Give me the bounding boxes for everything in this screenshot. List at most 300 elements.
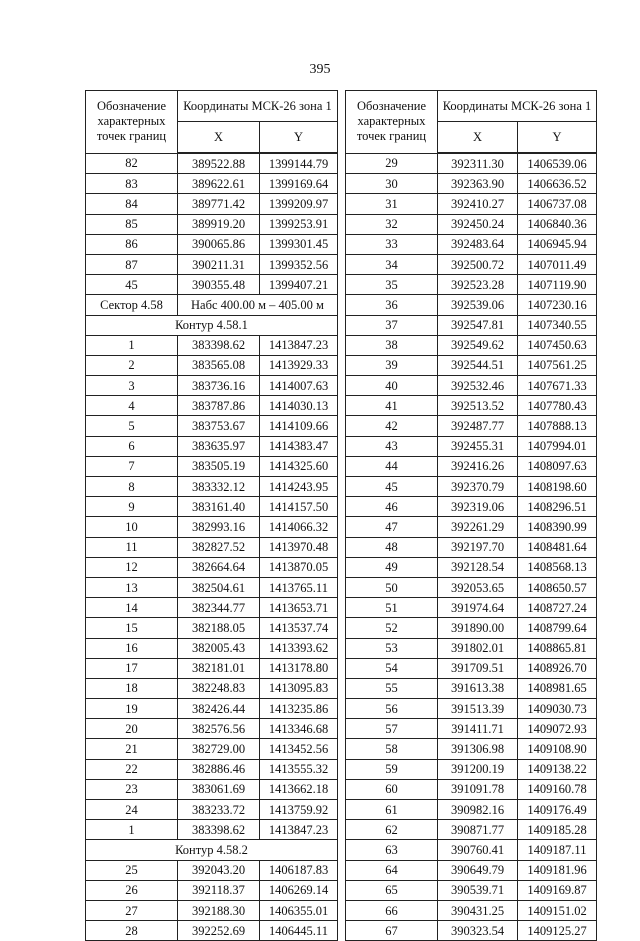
- coord-x: 392487.77: [438, 416, 518, 436]
- coord-x: 392118.37: [178, 880, 260, 900]
- point-id: 18: [86, 678, 178, 698]
- point-id: 43: [346, 436, 438, 456]
- table-row: [86, 860, 338, 880]
- coord-y: 1407340.55: [518, 315, 597, 335]
- coord-y: 1413970.48: [260, 537, 338, 557]
- coord-x: 383505.19: [178, 456, 260, 476]
- table-row: [346, 254, 597, 274]
- coord-x: 382827.52: [178, 537, 260, 557]
- point-id: 86: [86, 234, 178, 254]
- table-row: [346, 194, 597, 214]
- coord-x: 382729.00: [178, 739, 260, 759]
- table-row: [86, 921, 338, 941]
- coord-y: 1399407.21: [260, 275, 338, 295]
- coord-y: 1413235.86: [260, 699, 338, 719]
- coord-y: 1406269.14: [260, 880, 338, 900]
- table-row: [346, 436, 597, 456]
- coord-x: 383635.97: [178, 436, 260, 456]
- point-id: 46: [346, 497, 438, 517]
- table-row: [346, 779, 597, 799]
- coord-y: 1409181.96: [518, 860, 597, 880]
- table-row: [86, 820, 338, 840]
- table-row: [346, 800, 597, 820]
- table-row: [86, 537, 338, 557]
- point-id: 15: [86, 618, 178, 638]
- table-row: [346, 537, 597, 557]
- point-id: 45: [86, 275, 178, 295]
- table-row: [346, 214, 597, 234]
- table-row: [346, 598, 597, 618]
- table-row: [86, 275, 338, 295]
- coord-x: 383753.67: [178, 416, 260, 436]
- table-row: [346, 921, 597, 941]
- point-id: 22: [86, 759, 178, 779]
- point-id: 34: [346, 254, 438, 274]
- coord-y: 1409125.27: [518, 921, 597, 941]
- point-id: 42: [346, 416, 438, 436]
- point-id: 56: [346, 699, 438, 719]
- point-id: 14: [86, 598, 178, 618]
- coord-y: 1409138.22: [518, 759, 597, 779]
- coord-x: 383398.62: [178, 335, 260, 355]
- coord-x: 390211.31: [178, 254, 260, 274]
- coord-x: 382576.56: [178, 719, 260, 739]
- coord-x: 391306.98: [438, 739, 518, 759]
- table-row: [86, 335, 338, 355]
- coord-y: 1414066.32: [260, 517, 338, 537]
- coord-x: 392455.31: [438, 436, 518, 456]
- coord-y: 1409030.73: [518, 699, 597, 719]
- point-id: 49: [346, 557, 438, 577]
- point-id: 35: [346, 275, 438, 295]
- coord-x: 391802.01: [438, 638, 518, 658]
- coord-x: 392513.52: [438, 396, 518, 416]
- table-row: [86, 900, 338, 920]
- coord-y: 1408727.24: [518, 598, 597, 618]
- coord-x: 392523.28: [438, 275, 518, 295]
- coord-y: 1408481.64: [518, 537, 597, 557]
- coord-y: 1407119.90: [518, 275, 597, 295]
- header-designation: Обозначение характерных точек границ: [346, 91, 438, 154]
- coord-x: 382504.61: [178, 577, 260, 597]
- point-id: 3: [86, 376, 178, 396]
- point-id: 60: [346, 779, 438, 799]
- point-id: 53: [346, 638, 438, 658]
- table-row: [86, 779, 338, 799]
- coord-x: 390431.25: [438, 900, 518, 920]
- coord-x: 382005.43: [178, 638, 260, 658]
- point-id: 32: [346, 214, 438, 234]
- coord-x: 383565.08: [178, 355, 260, 375]
- coord-x: 391974.64: [438, 598, 518, 618]
- coord-y: 1408296.51: [518, 497, 597, 517]
- coord-x: 391890.00: [438, 618, 518, 638]
- point-id: 57: [346, 719, 438, 739]
- point-id: 47: [346, 517, 438, 537]
- table-row: [346, 900, 597, 920]
- table-row: [86, 557, 338, 577]
- coord-x: 392252.69: [178, 921, 260, 941]
- point-id: 64: [346, 860, 438, 880]
- table-row: [346, 355, 597, 375]
- coord-x: 383398.62: [178, 820, 260, 840]
- coord-y: 1414383.47: [260, 436, 338, 456]
- coord-x: 382181.01: [178, 658, 260, 678]
- coord-y: 1399253.91: [260, 214, 338, 234]
- coord-y: 1408650.57: [518, 577, 597, 597]
- coord-x: 382664.64: [178, 557, 260, 577]
- coord-y: 1408568.13: [518, 557, 597, 577]
- table-row: [346, 557, 597, 577]
- coord-x: 389622.61: [178, 174, 260, 194]
- coord-y: 1407994.01: [518, 436, 597, 456]
- point-id: 38: [346, 335, 438, 355]
- point-id: 9: [86, 497, 178, 517]
- point-id: 65: [346, 880, 438, 900]
- coord-y: 1409187.11: [518, 840, 597, 860]
- point-id: 27: [86, 900, 178, 920]
- table-row: [86, 355, 338, 375]
- coord-x: 392532.46: [438, 376, 518, 396]
- coord-x: 392370.79: [438, 477, 518, 497]
- header-x: X: [438, 122, 518, 154]
- coord-x: 391200.19: [438, 759, 518, 779]
- coord-y: 1408097.63: [518, 456, 597, 476]
- coord-y: 1399301.45: [260, 234, 338, 254]
- coord-x: 383161.40: [178, 497, 260, 517]
- coord-x: 392363.90: [438, 174, 518, 194]
- point-id: 39: [346, 355, 438, 375]
- coord-x: 392319.06: [438, 497, 518, 517]
- point-id: 5: [86, 416, 178, 436]
- coord-x: 382188.05: [178, 618, 260, 638]
- coord-x: 392043.20: [178, 860, 260, 880]
- table-row: [346, 719, 597, 739]
- point-id: 1: [86, 820, 178, 840]
- coord-x: 392416.26: [438, 456, 518, 476]
- coord-y: 1407450.63: [518, 335, 597, 355]
- point-id: 7: [86, 456, 178, 476]
- coord-x: 390355.48: [178, 275, 260, 295]
- sector-label: Сектор 4.58: [86, 295, 178, 315]
- sector-row: [86, 295, 338, 315]
- coord-y: 1413653.71: [260, 598, 338, 618]
- coord-y: 1399209.97: [260, 194, 338, 214]
- coord-x: 391091.78: [438, 779, 518, 799]
- coord-x: 390649.79: [438, 860, 518, 880]
- coord-x: 392053.65: [438, 577, 518, 597]
- table-row: [86, 376, 338, 396]
- coordinates-table-left: [85, 90, 338, 941]
- coord-x: 383787.86: [178, 396, 260, 416]
- point-id: 63: [346, 840, 438, 860]
- coord-x: 392549.62: [438, 335, 518, 355]
- coord-y: 1409185.28: [518, 820, 597, 840]
- table-row: [86, 517, 338, 537]
- coord-x: 382248.83: [178, 678, 260, 698]
- table-row: [86, 234, 338, 254]
- table-row: [86, 174, 338, 194]
- coord-x: 389919.20: [178, 214, 260, 234]
- coord-x: 383233.72: [178, 800, 260, 820]
- table-row: [86, 254, 338, 274]
- coord-x: 390982.16: [438, 800, 518, 820]
- table-row: [346, 658, 597, 678]
- point-id: 41: [346, 396, 438, 416]
- table-row: [86, 436, 338, 456]
- point-id: 62: [346, 820, 438, 840]
- coord-y: 1413178.80: [260, 658, 338, 678]
- header-coord-group: Координаты МСК-26 зона 1: [438, 91, 597, 122]
- table-row: [86, 719, 338, 739]
- point-id: 4: [86, 396, 178, 416]
- coord-y: 1409160.78: [518, 779, 597, 799]
- point-id: 8: [86, 477, 178, 497]
- table-row: [346, 456, 597, 476]
- coord-x: 392544.51: [438, 355, 518, 375]
- coord-y: 1409072.93: [518, 719, 597, 739]
- contour-row: [86, 315, 338, 335]
- table-row: [86, 598, 338, 618]
- table-row: [346, 497, 597, 517]
- coord-x: 383736.16: [178, 376, 260, 396]
- point-id: 48: [346, 537, 438, 557]
- table-row: [86, 880, 338, 900]
- table-row: [86, 456, 338, 476]
- coord-y: 1414109.66: [260, 416, 338, 436]
- coord-x: 392197.70: [438, 537, 518, 557]
- coord-x: 391411.71: [438, 719, 518, 739]
- coord-y: 1407888.13: [518, 416, 597, 436]
- coord-x: 390065.86: [178, 234, 260, 254]
- coord-y: 1408390.99: [518, 517, 597, 537]
- point-id: 1: [86, 335, 178, 355]
- coord-y: 1413765.11: [260, 577, 338, 597]
- coord-x: 392450.24: [438, 214, 518, 234]
- point-id: 11: [86, 537, 178, 557]
- coord-x: 392128.54: [438, 557, 518, 577]
- coord-y: 1409151.02: [518, 900, 597, 920]
- table-row: [346, 335, 597, 355]
- table-row: [86, 739, 338, 759]
- coord-y: 1413870.05: [260, 557, 338, 577]
- point-id: 50: [346, 577, 438, 597]
- table-row: [346, 153, 597, 174]
- point-id: 31: [346, 194, 438, 214]
- coord-y: 1413662.18: [260, 779, 338, 799]
- table-row: [346, 699, 597, 719]
- coord-x: 391513.39: [438, 699, 518, 719]
- table-row: [86, 477, 338, 497]
- point-id: 17: [86, 658, 178, 678]
- coord-x: 383061.69: [178, 779, 260, 799]
- point-id: 36: [346, 295, 438, 315]
- coord-x: 392410.27: [438, 194, 518, 214]
- point-id: 55: [346, 678, 438, 698]
- table-row: [86, 759, 338, 779]
- coord-y: 1409108.90: [518, 739, 597, 759]
- coord-x: 392311.30: [438, 153, 518, 174]
- coord-y: 1407230.16: [518, 295, 597, 315]
- table-row: [86, 214, 338, 234]
- table-row: [86, 618, 338, 638]
- table-row: [346, 840, 597, 860]
- point-id: 85: [86, 214, 178, 234]
- coord-y: 1407671.33: [518, 376, 597, 396]
- coord-y: 1406355.01: [260, 900, 338, 920]
- coord-y: 1406636.52: [518, 174, 597, 194]
- table-row: [346, 234, 597, 254]
- coord-x: 390871.77: [438, 820, 518, 840]
- coord-y: 1413847.23: [260, 335, 338, 355]
- contour-row: [86, 840, 338, 860]
- point-id: 59: [346, 759, 438, 779]
- table-row: [86, 396, 338, 416]
- table-row: [86, 800, 338, 820]
- coord-y: 1408926.70: [518, 658, 597, 678]
- coord-y: 1409169.87: [518, 880, 597, 900]
- point-id: 23: [86, 779, 178, 799]
- point-id: 82: [86, 153, 178, 174]
- coord-x: 389522.88: [178, 153, 260, 174]
- coord-y: 1407780.43: [518, 396, 597, 416]
- table-row: [346, 678, 597, 698]
- table-row: [86, 194, 338, 214]
- coord-y: 1414243.95: [260, 477, 338, 497]
- table-row: [346, 880, 597, 900]
- coord-x: 392261.29: [438, 517, 518, 537]
- coord-x: 382426.44: [178, 699, 260, 719]
- table-row: [346, 315, 597, 335]
- point-id: 16: [86, 638, 178, 658]
- table-row: [86, 638, 338, 658]
- point-id: 54: [346, 658, 438, 678]
- coord-y: 1409176.49: [518, 800, 597, 820]
- coord-x: 392500.72: [438, 254, 518, 274]
- coord-y: 1413393.62: [260, 638, 338, 658]
- coord-y: 1413929.33: [260, 355, 338, 375]
- table-row: [346, 416, 597, 436]
- table-row: [346, 477, 597, 497]
- table-row: [86, 153, 338, 174]
- contour-label: Контур 4.58.1: [86, 315, 338, 335]
- point-id: 25: [86, 860, 178, 880]
- header-coord-group: Координаты МСК-26 зона 1: [178, 91, 338, 122]
- coord-x: 383332.12: [178, 477, 260, 497]
- point-id: 20: [86, 719, 178, 739]
- table-row: [86, 416, 338, 436]
- table-row: [346, 638, 597, 658]
- point-id: 37: [346, 315, 438, 335]
- coord-y: 1413537.74: [260, 618, 338, 638]
- table-row: [346, 618, 597, 638]
- point-id: 12: [86, 557, 178, 577]
- coord-x: 391709.51: [438, 658, 518, 678]
- coord-y: 1399169.64: [260, 174, 338, 194]
- coord-y: 1408198.60: [518, 477, 597, 497]
- table-row: [346, 517, 597, 537]
- coordinates-table-right: [345, 90, 597, 941]
- coord-x: 392188.30: [178, 900, 260, 920]
- coord-x: 392539.06: [438, 295, 518, 315]
- coord-y: 1399144.79: [260, 153, 338, 174]
- coord-y: 1399352.56: [260, 254, 338, 274]
- coord-y: 1413555.32: [260, 759, 338, 779]
- point-id: 19: [86, 699, 178, 719]
- coord-x: 392547.81: [438, 315, 518, 335]
- header-y: Y: [260, 122, 338, 154]
- point-id: 67: [346, 921, 438, 941]
- coord-y: 1408981.65: [518, 678, 597, 698]
- header-designation: Обозначение характерных точек границ: [86, 91, 178, 154]
- table-row: [346, 396, 597, 416]
- coord-y: 1406840.36: [518, 214, 597, 234]
- point-id: 45: [346, 477, 438, 497]
- coord-x: 392483.64: [438, 234, 518, 254]
- point-id: 51: [346, 598, 438, 618]
- point-id: 58: [346, 739, 438, 759]
- point-id: 29: [346, 153, 438, 174]
- point-id: 26: [86, 880, 178, 900]
- table-row: [346, 739, 597, 759]
- point-id: 2: [86, 355, 178, 375]
- point-id: 87: [86, 254, 178, 274]
- point-id: 28: [86, 921, 178, 941]
- header-x: X: [178, 122, 260, 154]
- coord-y: 1408799.64: [518, 618, 597, 638]
- table-row: [86, 678, 338, 698]
- coord-x: 390323.54: [438, 921, 518, 941]
- table-row: [346, 275, 597, 295]
- coord-y: 1413759.92: [260, 800, 338, 820]
- coord-y: 1407011.49: [518, 254, 597, 274]
- contour-label: Контур 4.58.2: [86, 840, 338, 860]
- coord-y: 1413847.23: [260, 820, 338, 840]
- point-id: 10: [86, 517, 178, 537]
- point-id: 44: [346, 456, 438, 476]
- coord-y: 1413095.83: [260, 678, 338, 698]
- point-id: 24: [86, 800, 178, 820]
- point-id: 66: [346, 900, 438, 920]
- coord-x: 382344.77: [178, 598, 260, 618]
- page-number: 395: [309, 62, 331, 77]
- header-y: Y: [518, 122, 597, 154]
- table-row: [86, 497, 338, 517]
- coord-x: 390539.71: [438, 880, 518, 900]
- sector-elevation: Набс 400.00 м – 405.00 м: [178, 295, 338, 315]
- point-id: 52: [346, 618, 438, 638]
- coord-y: 1406945.94: [518, 234, 597, 254]
- table-row: [346, 759, 597, 779]
- coord-y: 1406737.08: [518, 194, 597, 214]
- table-row: [346, 577, 597, 597]
- coord-x: 382886.46: [178, 759, 260, 779]
- coord-x: 382993.16: [178, 517, 260, 537]
- coord-y: 1413452.56: [260, 739, 338, 759]
- table-row: [346, 860, 597, 880]
- point-id: 84: [86, 194, 178, 214]
- point-id: 21: [86, 739, 178, 759]
- coord-x: 390760.41: [438, 840, 518, 860]
- coord-x: 391613.38: [438, 678, 518, 698]
- table-row: [86, 658, 338, 678]
- point-id: 6: [86, 436, 178, 456]
- table-row: [346, 820, 597, 840]
- coord-y: 1406445.11: [260, 921, 338, 941]
- point-id: 61: [346, 800, 438, 820]
- point-id: 30: [346, 174, 438, 194]
- coord-y: 1406187.83: [260, 860, 338, 880]
